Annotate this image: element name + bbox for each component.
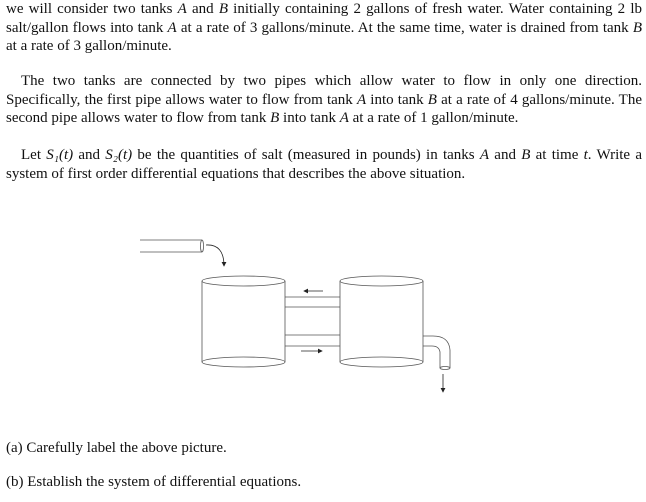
math: A <box>479 147 490 163</box>
text: into tank <box>366 91 428 108</box>
text: be the quantities of salt (measured in pounds) in tanks <box>132 147 480 163</box>
math: B <box>270 110 280 127</box>
text: and <box>73 147 106 163</box>
math: S₁(t) <box>46 147 74 163</box>
tank-b <box>340 276 423 367</box>
text: The two tanks are connected by two pipes which allow water to flow in only one direction. Specifically, the first pipe allows water to flow from tank <box>6 73 642 108</box>
math: A <box>167 19 177 36</box>
text: . Write a system of first order differential equations that describes the above situation. <box>6 147 642 182</box>
text: Let <box>6 147 47 163</box>
math: t <box>583 147 588 163</box>
math: B <box>521 147 531 163</box>
pipe-b-to-a <box>285 291 340 307</box>
text: at a rate of 3 gallons/minute. At the same time, water is drained from tank <box>176 19 633 36</box>
inlet-pipe <box>140 240 224 266</box>
tank-a <box>202 276 285 367</box>
text: at a rate of 1 gallon/minute. <box>348 110 519 127</box>
text: at time <box>530 147 584 163</box>
text: at a rate of 3 gallon/minute. <box>6 38 172 55</box>
pipe-a-to-b <box>285 335 340 351</box>
math: A <box>177 1 187 17</box>
math: A <box>356 91 367 108</box>
question-a: (a) Carefully label the above picture. <box>6 440 227 456</box>
math: B <box>218 1 228 17</box>
math: B <box>632 19 642 36</box>
text: into tank <box>279 110 340 127</box>
outlet-pipe <box>423 336 450 392</box>
text: we will consider two tanks <box>6 1 178 17</box>
question-b: (b) Establish the system of differential equations. <box>6 474 302 490</box>
text: initially containing 2 gallons of fresh water. Water containing 2 lb salt/gallon flows into tank <box>6 1 642 36</box>
text: and <box>489 147 522 163</box>
math: A <box>339 110 349 127</box>
text: and <box>186 1 219 17</box>
math: B <box>427 91 437 108</box>
math: S₂(t) <box>105 147 133 163</box>
text: at a rate of 4 gallons/minute. The second pipe allows water to flow from tank <box>6 91 642 127</box>
